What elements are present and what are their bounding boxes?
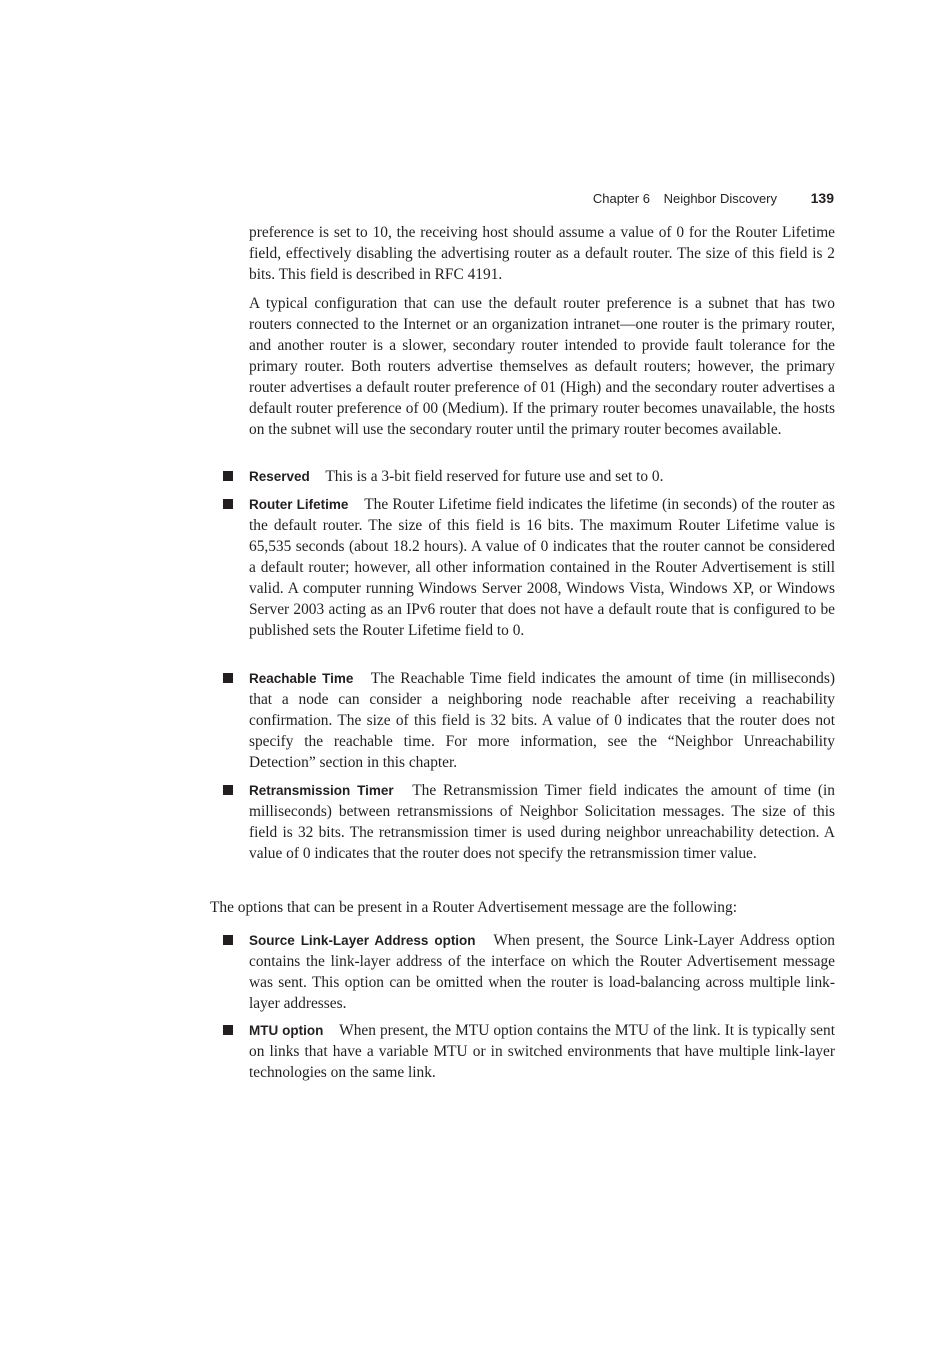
list-item-reserved: [249, 466, 835, 487]
list-item-reachable-time: [249, 668, 835, 773]
option-term: MTU option: [249, 1023, 324, 1038]
bullet-icon: [223, 499, 233, 509]
chapter-label: Chapter 6: [592, 191, 650, 206]
list-item-mtu-option: [249, 1020, 835, 1083]
page-number: 139: [810, 190, 834, 206]
field-description: The Router Lifetime field indicates the lifetime (in seconds) of the router as the default router. The size of this field is 16 bits. The maximum Router Lifetime value is 65,535 seconds (about 18.2 hours). A value of 0 indicates that the router cannot be considered a default router; however, all other information contained in the Router Advertisement is still valid. A computer running Windows Server 2008, Windows Vista, Windows XP, or Windows Server 2003 acting as an IPv6 router that does not have a default route that is configured to be published sets the Router Lifetime field to 0.: [249, 496, 836, 639]
option-description: When present, the Source Link-Layer Address option contains the link-layer address of the interface on which the Router Advertisement message was sent. This option can be omitted when the router is load-balancing across multiple link-layer addresses.: [249, 932, 836, 1012]
list-item-retransmission-timer: [249, 780, 835, 864]
field-term: Reachable Time: [249, 671, 354, 686]
field-term: Router Lifetime: [249, 497, 349, 512]
field-description: The Reachable Time field indicates the amount of time (in milliseconds) that a node can consider a neighboring node reachable after receiving a reachability confirmation. The size of this field is 32 bits. A value of 0 indicates that the router does not specify the reachable time. For more information, see the “Neighbor Unreachability Detection” section in this chapter.: [249, 670, 835, 771]
list-item-source-link-layer-address-option: [249, 930, 835, 1014]
chapter-title: Neighbor Discovery: [663, 191, 778, 206]
bullet-icon: [223, 1025, 233, 1035]
option-term: Source Link-Layer Address option: [249, 933, 476, 948]
paragraph-options-intro: The options that can be present in a Router Advertisement message are the following:: [210, 899, 737, 916]
field-description: The Retransmission Timer field indicates the amount of time (in milliseconds) between retransmissions of Neighbor Solicitation messages. The size of this field is 32 bits. The retransmission timer is used during neighbor unreachability detection. A value of 0 indicates that the router does not specify the retransmission timer value.: [249, 782, 835, 862]
option-description: When present, the MTU option contains the MTU of the link. It is typically sent on links that have a variable MTU or in switched environments that have multiple link-layer technologies on the same link.: [249, 1022, 835, 1081]
bullet-icon: [223, 935, 233, 945]
paragraph-typical-configuration: A typical configuration that can use the default router preference is a subnet that has two routers connected to the Internet or an organization intranet—one router is the primary router, and another router is a slower, secondary router intended to provide fault tolerance for the primary router. Both routers advertise themselves as default routers; however, the primary router advertises a default router preference of 01 (High) and the secondary router advertises a default router preference of 00 (Medium). If the primary router becomes unavailable, the hosts on the subnet will use the secondary router until the primary router becomes available.: [249, 295, 835, 438]
bullet-icon: [223, 785, 233, 795]
field-term: Retransmission Timer: [249, 783, 394, 798]
bullet-icon: [223, 673, 233, 683]
list-item-router-lifetime: [249, 494, 835, 641]
field-description: This is a 3-bit field reserved for future use and set to 0.: [325, 468, 664, 485]
running-head: [593, 189, 834, 208]
field-term: Reserved: [249, 469, 310, 484]
bullet-icon: [223, 471, 233, 481]
paragraph-preference-continued: preference is set to 10, the receiving host should assume a value of 0 for the Router Lifetime field, effectively disabling the advertising router as a default router. The size of this field is 2 bits. This field is described in RFC 4191.: [249, 224, 835, 283]
